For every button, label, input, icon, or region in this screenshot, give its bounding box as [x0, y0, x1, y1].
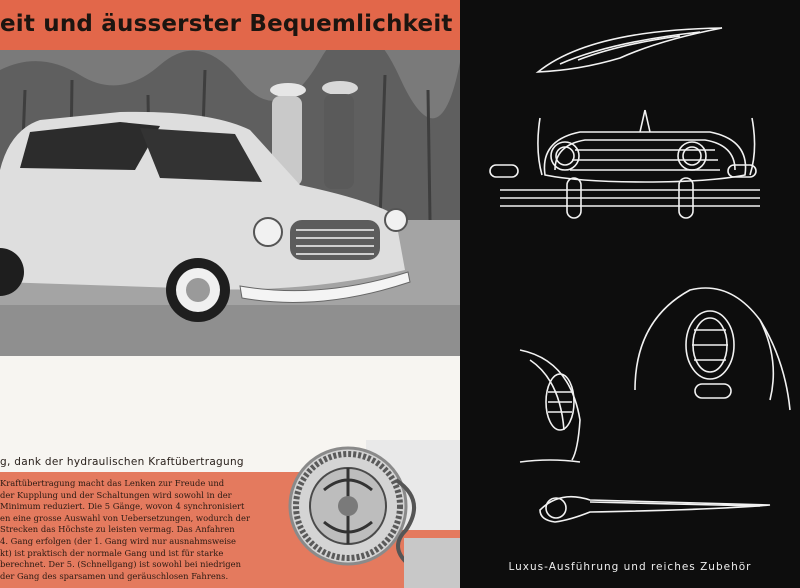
page-heading: eit und äusserster Bequemlichkeit [0, 11, 453, 37]
car-photo-illustration [0, 50, 460, 356]
hood-ornament-illustration [538, 28, 722, 72]
accessories-line-art [460, 0, 800, 588]
body-line: Strecken das Höchste zu leisten vermag. Das Anfahren [0, 524, 235, 535]
body-line: der Gang des sparsamen und geräuschlosen Fahrens. [0, 570, 229, 581]
side-headlight-illustration [520, 350, 580, 462]
body-line: Kraftübertragung macht das Lenken zur Freude und [0, 478, 225, 488]
body-text [0, 478, 290, 582]
body-line: 4. Gang erfolgen (der 1. Gang wird nur ausnahmsweise [0, 535, 237, 546]
car-photo [0, 50, 460, 356]
fender-headlight-illustration [635, 288, 790, 410]
body-line: der Kupplung und der Schaltungen wird sowohl in der [0, 489, 232, 500]
side-trim-illustration [540, 497, 770, 522]
right-brochure-page [460, 0, 800, 588]
body-line: kt) ist praktisch der normale Gang und ist für starke [0, 547, 224, 558]
body-line: berechnet. Der 5. (Schnellgang) ist sowohl bei niedrigen [0, 559, 241, 570]
header-band [0, 0, 460, 50]
accessories-caption: Luxus-Ausführung und reiches Zubehör [508, 561, 752, 573]
body-line: Minimum reduziert. Die 5 Gänge, wovon 4 synchronisiert [0, 501, 245, 512]
body-line: en eine grosse Auswahl von Uebersetzungen, wodurch der [0, 512, 250, 523]
section-subtitle: g, dank der hydraulischen Kraftübertragung [0, 456, 244, 468]
front-grille-illustration [490, 110, 760, 218]
transmission-cutaway-illustration [286, 420, 460, 588]
